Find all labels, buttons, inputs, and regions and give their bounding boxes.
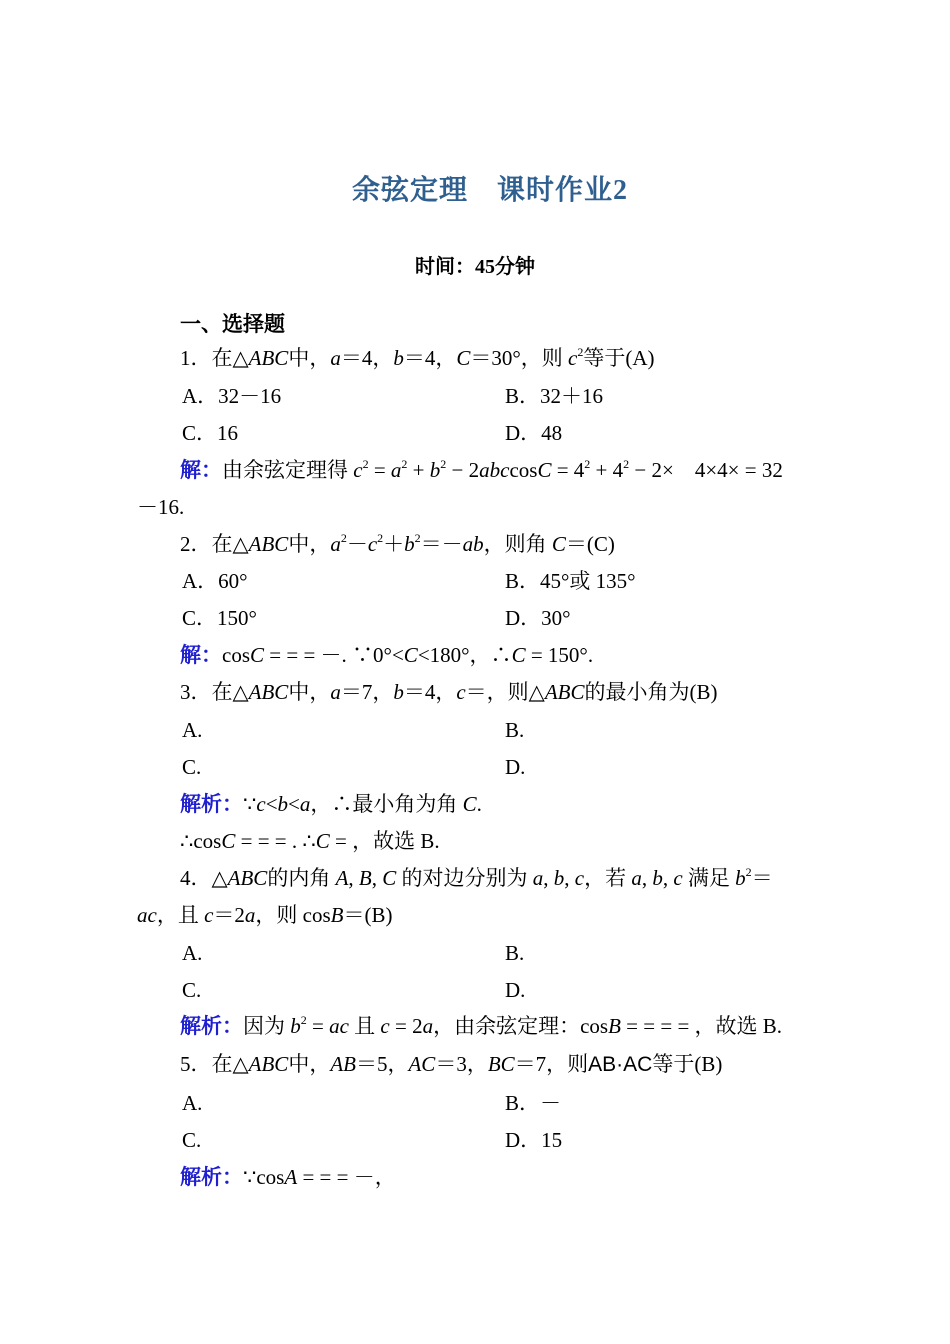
q3-solution: 解析：∵c<b<a，∴最小角为角 C. (180, 792, 482, 816)
question-4-stem: 4．△ABC的内角 A, B, C 的对边分别为 a, b, c，若 a, b, c 满足 $b^2=$ (180, 865, 773, 890)
q3-option-a: A. (182, 718, 203, 742)
question-4-stem-cont: ac，且 c＝2a，则 cosB＝(B) (137, 903, 393, 927)
q5-option-c: C. (182, 1128, 202, 1152)
q4-option-b: B. (505, 941, 525, 965)
q1-option-a: A．32－16 (182, 384, 282, 408)
time-limit: 时间：45分钟 (415, 256, 535, 278)
page-title: 余弦定理 课时作业2 (351, 175, 628, 206)
question-5-stem: 5．在△ABC中，AB＝5，AC＝3，BC＝7，则AB·AC等于(B) (180, 1052, 723, 1076)
q1-solution: 解：由余弦定理得 $c^2 = a^2 + b^2 - 2abccosC = 4^2 + 4^2 - 2\times$ 4×4× = 32 (180, 457, 783, 482)
q3-option-b: B. (505, 718, 525, 742)
question-1-stem: 1．在△ABC中，a＝4，b＝4，C＝30°，则 $c^2$等于(A) (180, 345, 655, 370)
analysis-label: 解析： (180, 792, 243, 816)
q2-option-b: B．45°或 135° (505, 569, 636, 593)
q3-solution-line2: ∴cosC = = = . ∴C = ，故选 B. (180, 829, 440, 853)
q3-option-d: D. (505, 755, 526, 779)
q4-option-c: C. (182, 978, 202, 1002)
section-heading: 一、选择题 (180, 312, 285, 336)
q2-option-d: D．30° (505, 606, 571, 630)
q5-solution: 解析：∵cosA = = = －， (180, 1165, 396, 1189)
q1-option-b: B．32＋16 (505, 384, 604, 408)
solution-label: 解： (180, 458, 222, 482)
q1-option-c: C．16 (182, 421, 239, 445)
q4-option-d: D. (505, 978, 526, 1002)
q1-option-d: D．48 (505, 421, 563, 445)
analysis-label: 解析： (180, 1014, 243, 1038)
q2-option-a: A．60° (182, 569, 248, 593)
analysis-label: 解析： (180, 1165, 243, 1189)
question-2-stem: 2．在△ABC中，$a^2-c^2+b^2=-ab$，则角 C＝(C) (180, 531, 615, 556)
question-3-stem: 3．在△ABC中，a＝7，b＝4，c＝，则△ABC的最小角为(B) (180, 680, 718, 704)
solution-label: 解： (180, 643, 222, 667)
q5-option-a: A. (182, 1091, 203, 1115)
q5-option-d: D．15 (505, 1128, 563, 1152)
q4-solution: 解析：因为 $b^2$ = ac 且 c = 2a，由余弦定理：cosB = = = = ，故选 B. (180, 1013, 783, 1038)
q4-option-a: A. (182, 941, 203, 965)
q5-option-b: B．－ (505, 1091, 562, 1115)
q3-option-c: C. (182, 755, 202, 779)
vector-dot-product: AB·AC (588, 1053, 653, 1076)
q2-option-c: C．150° (182, 606, 257, 630)
q1-solution-cont: －16. (137, 495, 185, 519)
q2-solution: 解：cosC = = = －. ∵0°<C<180°，∴C = 150°. (180, 643, 594, 667)
